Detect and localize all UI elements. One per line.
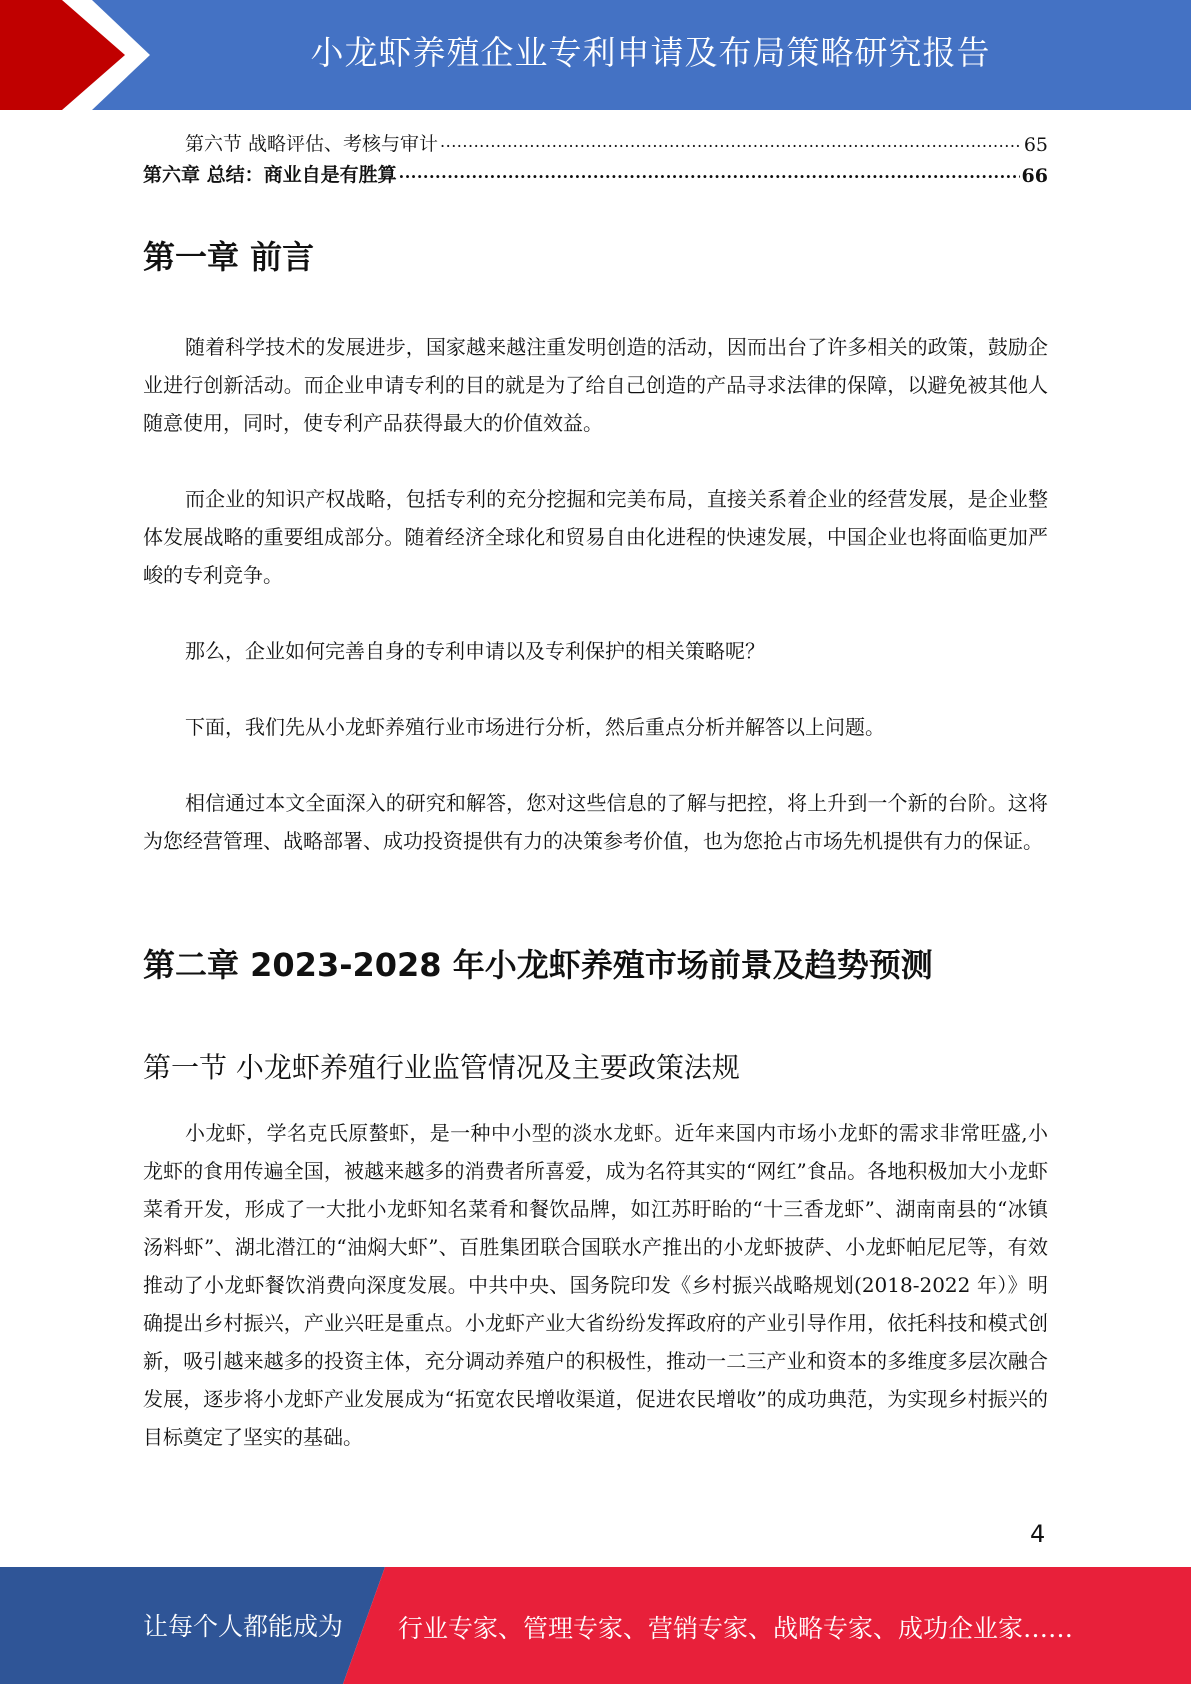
page-header xyxy=(0,0,1191,110)
toc-entry-label: 第六章 总结：商业自是有胜算 xyxy=(143,164,397,186)
toc-entry-section[interactable] xyxy=(143,128,1048,156)
page-number: 4 xyxy=(1030,1520,1046,1548)
toc-leader-dots xyxy=(399,161,1020,183)
paragraph: 小龙虾，学名克氏原螯虾，是一种中小型的淡水龙虾。近年来国内市场小龙虾的需求非常旺盛,小龙虾的食用传遍全国，被越来越多的消费者所喜爱，成为名符其实的“网红”食品。各地积极加大小龙虾菜肴开发，形成了一大批小龙虾知名菜肴和餐饮品牌，如江苏盱眙的“十三香龙虾”、湖南南县的“冰镇汤料虾”、湖北潜江的“油焖大虾”、百胜集团联合国联水产推出的小龙虾披萨、小龙虾帕尼尼等，有效推动了小龙虾餐饮消费向深度发展。中共中央、国务院印发《乡村振兴战略规划(2018-2022 年）》明确提出乡村振兴，产业兴旺是重点。小龙虾产业大省纷纷发挥政府的产业引导作用，依托科技和模式创新，吸引越来越多的投资主体，充分调动养殖户的积极性，推动一二三产业和资本的多维度多层次融合发展，逐步将小龙虾产业发展成为“拓宽农民增收渠道，促进农民增收”的成功典范，为实现乡村振兴的目标奠定了坚实的基础。 xyxy=(143,1121,1048,1449)
paragraph: 下面，我们先从小龙虾养殖行业市场进行分析，然后重点分析并解答以上问题。 xyxy=(185,715,885,739)
paragraph: 而企业的知识产权战略，包括专利的充分挖掘和完美布局，直接关系着企业的经营发展，是企业整体发展战略的重要组成部分。随着经济全球化和贸易自由化进程的快速发展，中国企业也将面临更加严峻的专利竞争。 xyxy=(143,487,1048,587)
toc-entry-page: 66 xyxy=(1021,165,1048,187)
paragraph: 那么，企业如何完善自身的专利申请以及专利保护的相关策略呢？ xyxy=(185,639,765,663)
toc-entry-chapter[interactable] xyxy=(143,159,1048,187)
page-footer xyxy=(0,1567,1191,1684)
toc-entry-page: 65 xyxy=(1023,134,1048,156)
paragraph: 相信通过本文全面深入的研究和解答，您对这些信息的了解与把控，将上升到一个新的台阶。这将为您经营管理、战略部署、成功投资提供有力的决策参考价值，也为您抢占市场先机提供有力的保证。 xyxy=(143,791,1048,853)
header-arrow-icon xyxy=(0,0,150,110)
paragraph: 随着科学技术的发展进步，国家越来越注重发明创造的活动，因而出台了许多相关的政策，鼓励企业进行创新活动。而企业申请专利的目的就是为了给自己创造的产品寻求法律的保障，以避免被其他人随意使用，同时，使专利产品获得最大的价值效益。 xyxy=(143,335,1048,435)
report-title: 小龙虾养殖企业专利申请及布局策略研究报告 xyxy=(310,33,991,72)
toc-entry-label: 第六节 战略评估、考核与审计 xyxy=(185,133,439,155)
footer-slogan-left: 让每个人都能成为 xyxy=(143,1612,344,1641)
toc-leader-dots xyxy=(440,130,1022,152)
chapter-heading: 第二章 2023-2028 年小龙虾养殖市场前景及趋势预测 xyxy=(143,946,933,984)
section-heading: 第一节 小龙虾养殖行业监管情况及主要政策法规 xyxy=(143,1051,740,1084)
chapter-heading: 第一章 前言 xyxy=(143,238,315,276)
footer-slogan-right: 行业专家、管理专家、营销专家、战略专家、成功企业家…… xyxy=(398,1614,1074,1643)
